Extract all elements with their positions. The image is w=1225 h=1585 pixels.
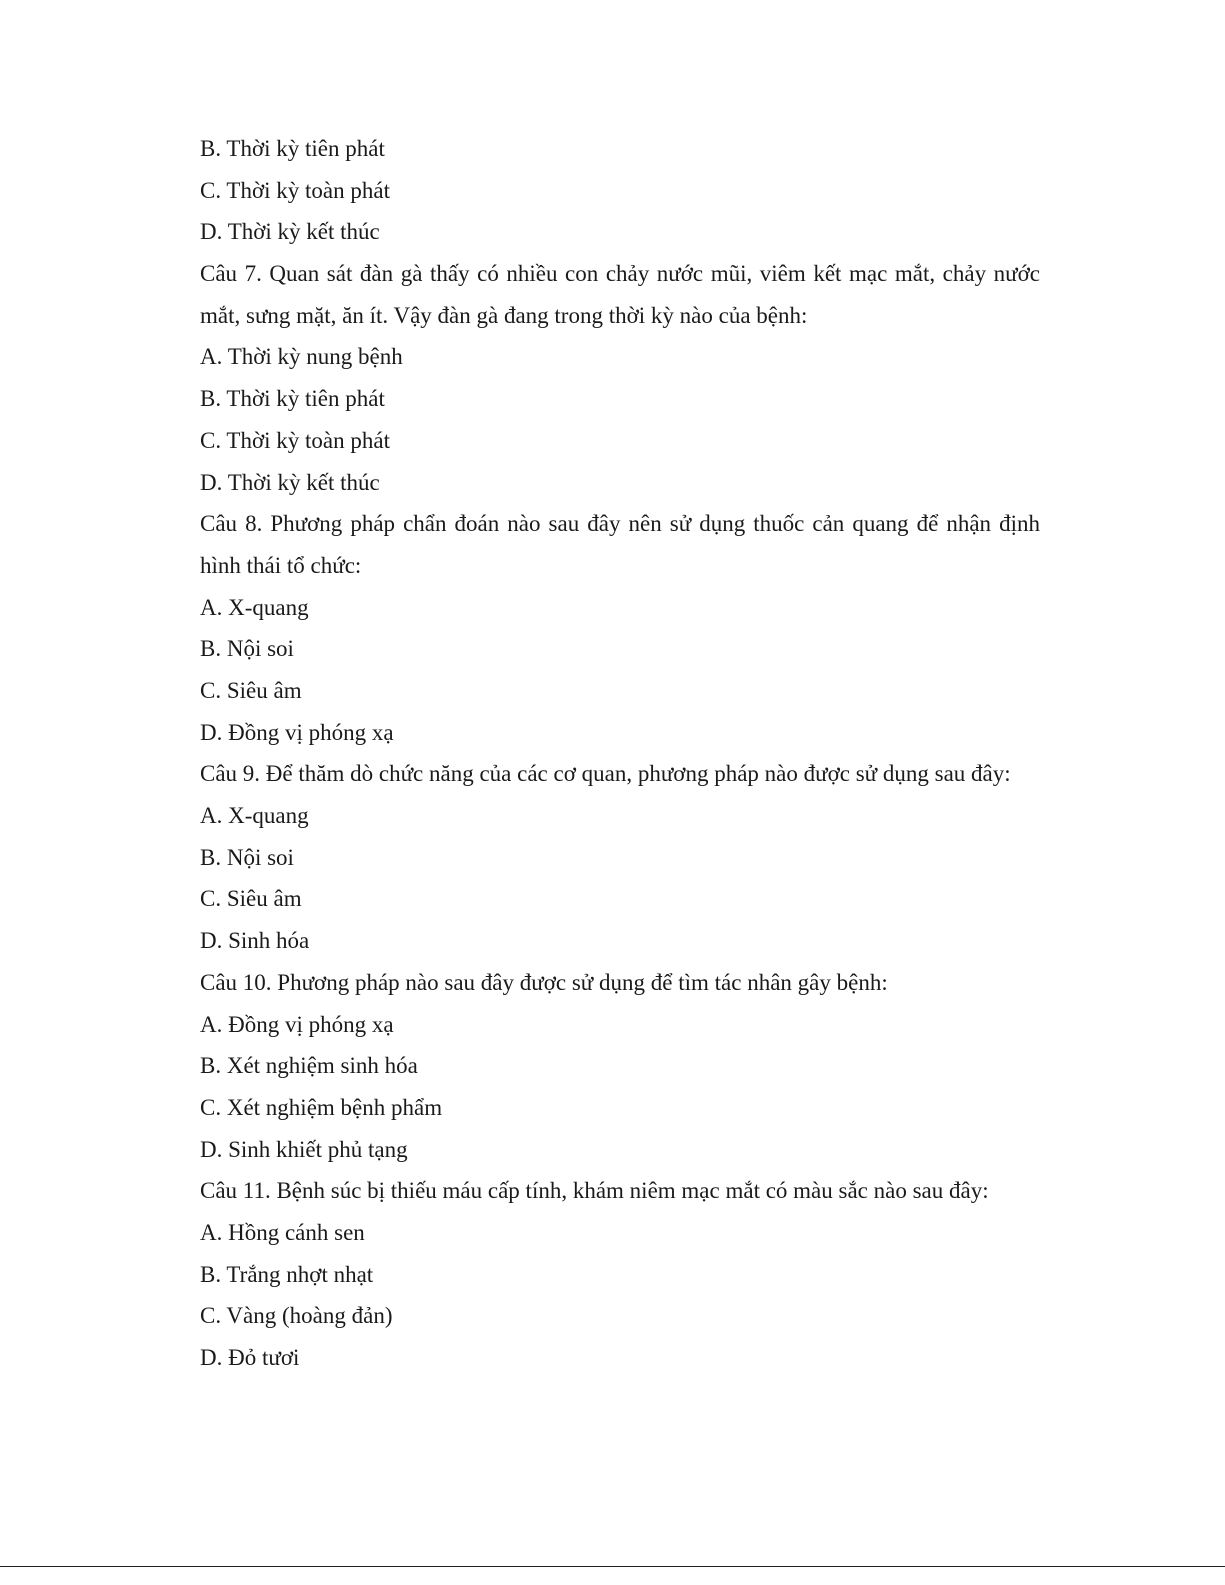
answer-option: C. Siêu âm xyxy=(200,886,302,912)
answer-option: C. Xét nghiệm bệnh phẩm xyxy=(200,1094,443,1120)
question-text: Câu 9. Để thăm dò chức năng của các cơ quan, phương pháp nào được sử dụng sau đây: xyxy=(200,761,1011,787)
page-bottom-divider xyxy=(0,1566,1225,1567)
question-11 xyxy=(200,1170,1040,1378)
question-text: Câu 8. Phương pháp chẩn đoán nào sau đây nên sử dụng thuốc cản quang để nhận định hình thái tổ chức: xyxy=(200,511,1040,578)
answer-option: B. Xét nghiệm sinh hóa xyxy=(200,1053,418,1079)
document-page xyxy=(200,128,1040,1379)
answer-option: D. Đồng vị phóng xạ xyxy=(200,719,394,745)
question-7 xyxy=(200,253,1040,503)
answer-option: A. Đồng vị phóng xạ xyxy=(200,1011,394,1037)
answer-option: A. Thời kỳ nung bệnh xyxy=(200,344,403,370)
question-9 xyxy=(200,753,1040,961)
answer-option: D. Sinh khiết phủ tạng xyxy=(200,1136,408,1162)
answer-option: B. Nội soi xyxy=(200,844,294,870)
answer-option: C. Thời kỳ toàn phát xyxy=(200,427,390,453)
answer-option: C. Vàng (hoàng đản) xyxy=(200,1303,393,1329)
answer-option: B. Thời kỳ tiên phát xyxy=(200,136,385,161)
continuation-options xyxy=(200,128,1040,253)
answer-option: D. Thời kỳ kết thúc xyxy=(200,219,380,245)
answer-option: C. Thời kỳ toàn phát xyxy=(200,177,390,203)
question-text: Câu 10. Phương pháp nào sau đây được sử dụng để tìm tác nhân gây bệnh: xyxy=(200,969,888,995)
answer-option: B. Nội soi xyxy=(200,636,294,662)
question-8 xyxy=(200,503,1040,753)
answer-option: B. Thời kỳ tiên phát xyxy=(200,386,385,412)
answer-option: A. Hồng cánh sen xyxy=(200,1219,365,1245)
question-10 xyxy=(200,962,1040,1170)
answer-option: D. Đỏ tươi xyxy=(200,1345,300,1371)
answer-option: A. X-quang xyxy=(200,803,309,829)
question-text: Câu 11. Bệnh súc bị thiếu máu cấp tính, khám niêm mạc mắt có màu sắc nào sau đây: xyxy=(200,1178,989,1204)
answer-option: D. Thời kỳ kết thúc xyxy=(200,469,380,495)
answer-option: B. Trắng nhợt nhạt xyxy=(200,1261,374,1287)
answer-option: C. Siêu âm xyxy=(200,678,302,703)
question-text: Câu 7. Quan sát đàn gà thấy có nhiều con chảy nước mũi, viêm kết mạc mắt, chảy nước mắt, sưng mặt, ăn ít. Vậy đàn gà đang trong thời kỳ nào của bệnh: xyxy=(200,261,1040,328)
answer-option: D. Sinh hóa xyxy=(200,928,310,954)
answer-option: A. X-quang xyxy=(200,594,309,620)
